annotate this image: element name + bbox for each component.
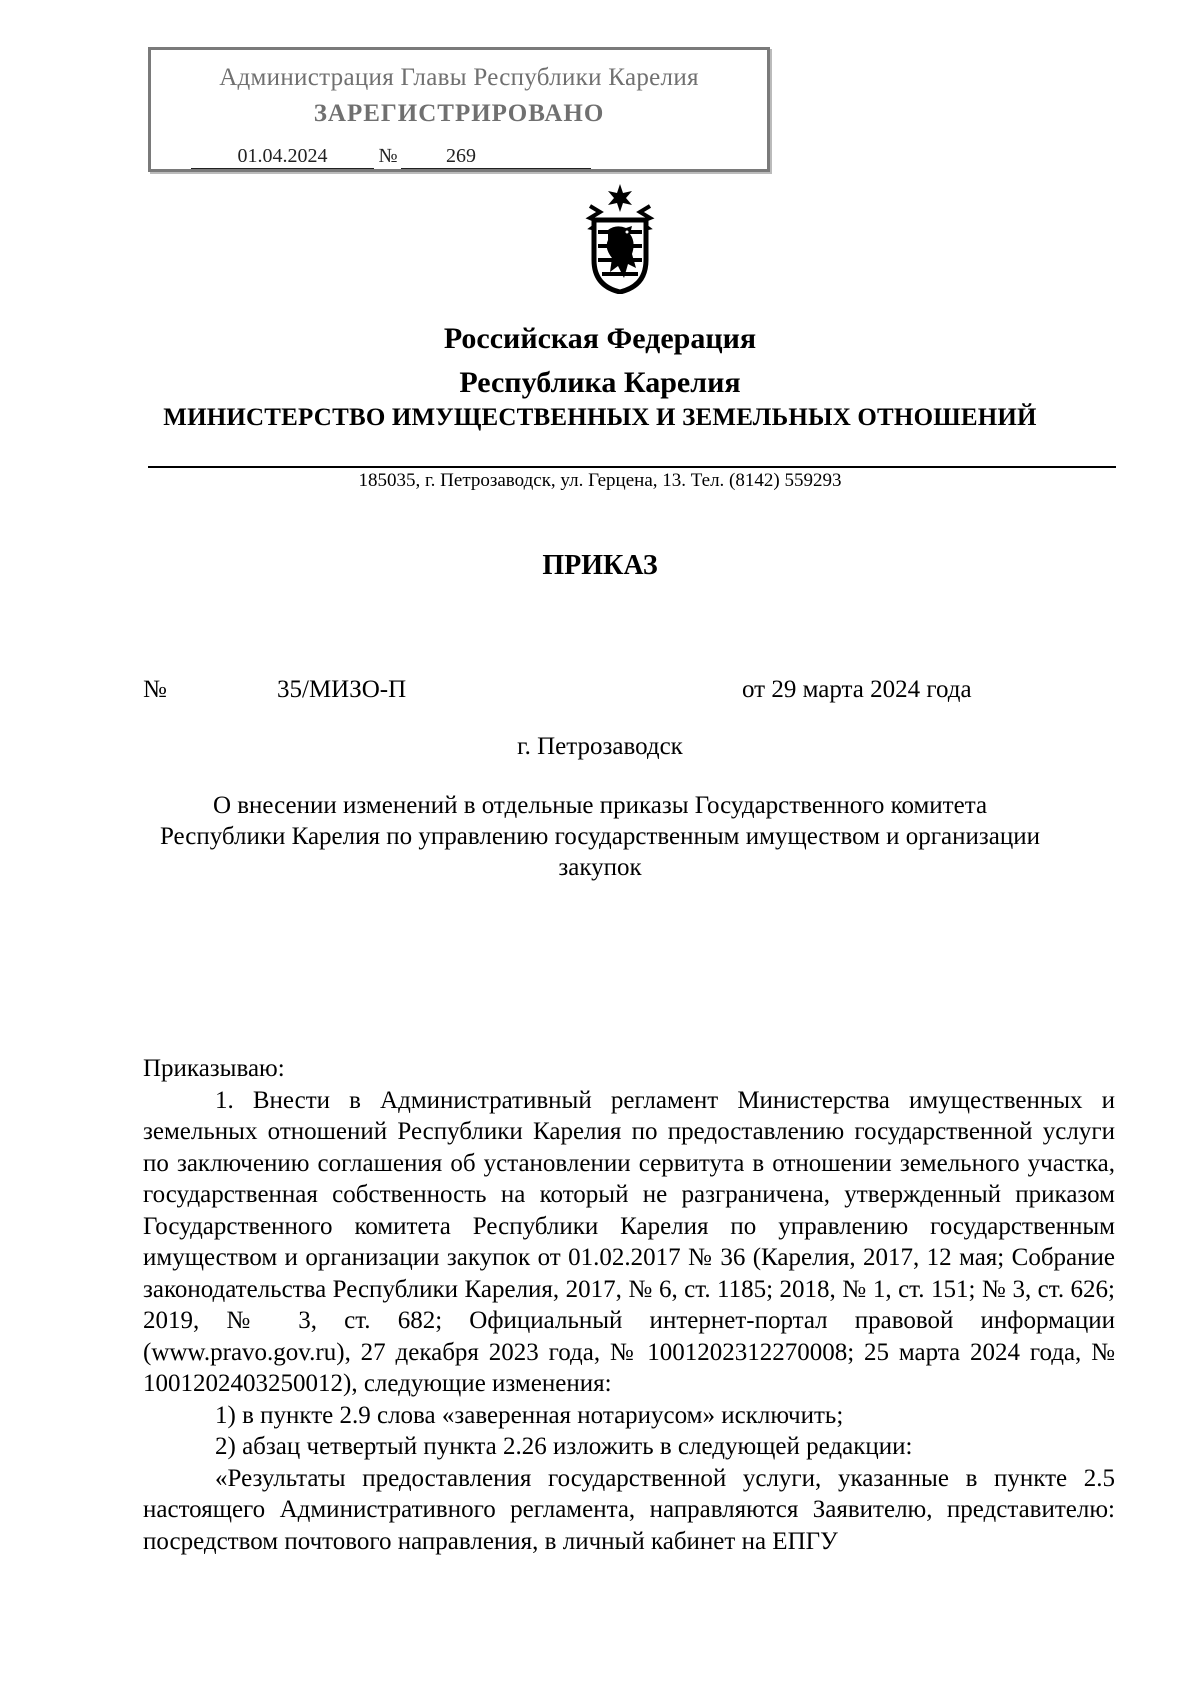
stamp-registration-line — [191, 145, 751, 169]
karelia-coat-of-arms-icon — [580, 182, 660, 294]
order-city: г. Петрозаводск — [517, 733, 683, 760]
stamp-number: 269 — [401, 145, 591, 169]
header-ministry: МИНИСТЕРСТВО ИМУЩЕСТВЕННЫХ И ЗЕМЕЛЬНЫХ ОТНОШЕНИЙ — [163, 404, 1037, 431]
body-quote: «Результаты предоставления государственной услуги, указанные в пункте 2.5 настоящего Административного регламента, направляются Заявителю, представителю: посредством почтового направления, в личный кабинет на ЕПГУ — [143, 1464, 1115, 1555]
order-body — [143, 1053, 1115, 1557]
order-no-label: № — [143, 676, 167, 703]
document-title: ПРИКАЗ — [542, 550, 658, 581]
order-subject: О внесении изменений в отдельные приказы Государственного комитета Республики Карелия по управлению государственным имуществом и организации закупок — [159, 792, 1041, 881]
stamp-registered: ЗАРЕГИСТРИРОВАНО — [313, 100, 605, 127]
order-date: от 29 марта 2024 года — [742, 676, 972, 703]
body-intro: Приказываю: — [143, 1055, 285, 1082]
body-subitem-2: 2) абзац четвертый пункта 2.26 изложить в следующей редакции: — [215, 1433, 913, 1460]
header-divider — [148, 466, 1116, 468]
registration-stamp — [148, 47, 770, 172]
body-item-1: 1. Внести в Административный регламент Министерства имущественных и земельных отношений Республики Карелия по предоставлению государственной услуги по заключению соглашения об установлении сервитута в отношении земельного участка, государственная собственность на который не разграничена, утвержденный приказом Государственного комитета Республики Карелия по управлению государственным имуществом и организации закупок от 01.02.2017 № 36 (Карелия, 2017, 12 мая; Собрание законодательства Республики Карелия, 2017, № 6, ст. 1185; 2018, № 1, ст. 151; № 3, ст. 626; 2019, № 3, ст. 682; Официальный интернет-портал правовой информации (www.pravo.gov.ru), 27 декабря 2023 года, № 1001202312270008; 25 марта 2024 года, № 1001202403250012), следующие изменения: — [143, 1086, 1115, 1397]
header-country: Российская Федерация — [443, 322, 757, 355]
body-subitem-1: 1) в пункте 2.9 слова «заверенная нотариусом» исключить; — [215, 1401, 844, 1429]
header-republic: Республика Карелия — [459, 366, 741, 399]
stamp-authority: Администрация Главы Республики Карелия — [219, 64, 699, 91]
order-number: 35/МИЗО-П — [277, 676, 407, 703]
stamp-no-label: № — [378, 145, 398, 167]
stamp-date: 01.04.2024 — [191, 145, 374, 169]
header-address: 185035, г. Петрозаводск, ул. Герцена, 13. Тел. (8142) 559293 — [358, 470, 842, 491]
